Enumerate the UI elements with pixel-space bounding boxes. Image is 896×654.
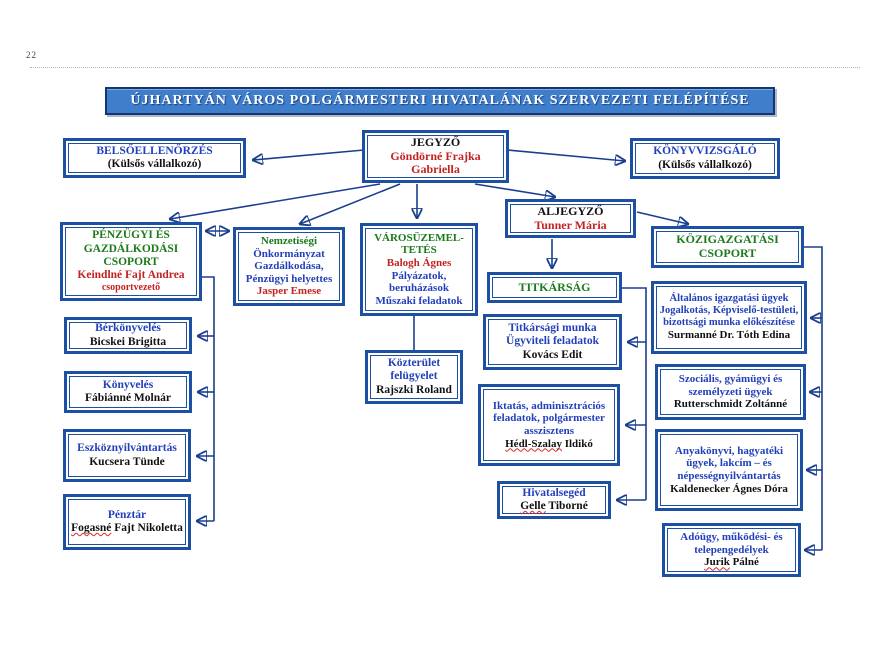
- dept-label: VÁROSÜZEMEL-TETÉS: [374, 231, 464, 257]
- dept-label: ALJEGYZŐ: [537, 203, 604, 218]
- arrow-jegyzo-to-aljegyzo: [475, 184, 555, 197]
- task-label: Adóügy, működési- és telepengedélyek: [680, 531, 783, 556]
- dept-label: BELSŐELLENŐRZÉS: [96, 144, 213, 157]
- org-box-konyveles: [69, 376, 187, 408]
- dept-label: JEGYZŐ: [410, 134, 461, 149]
- note-label: (Külsős vállalkozó): [107, 158, 202, 170]
- task-label: Közterület felügyelet: [387, 357, 441, 383]
- person-name: Surmanné Dr. Tóth Edina: [667, 329, 791, 342]
- dept-label: KÖNYVVIZSGÁLÓ: [653, 145, 757, 158]
- arrow-aljegyzo-to-kozigazgatasi: [637, 212, 688, 224]
- task-label: Eszköznyilvántartás: [77, 442, 177, 455]
- arrow-jegyzo-to-penzugyi: [170, 184, 380, 219]
- person-name-marked: Fogasné: [71, 522, 112, 534]
- person-name: Balogh Ágnes: [386, 256, 452, 269]
- person-name: [704, 556, 759, 569]
- chart-title: ÚJHARTYÁN VÁROS POLGÁRMESTERI HIVATALÁNAK SZERVEZETI FELÉPÍTÉSE: [130, 93, 750, 108]
- person-name-marked: Gelle: [520, 500, 546, 512]
- org-box-eszkoznyilvantartas: [68, 434, 186, 477]
- task-label: Önkormányzat Gazdálkodása, Pénzügyi helyettes: [245, 247, 333, 285]
- org-box-belsoellenorzes: [68, 143, 241, 173]
- task-label: Pályázatok, beruházások: [389, 269, 449, 295]
- person-name: Fábiánné Molnár: [85, 392, 171, 404]
- person-name-rest: Fajt Nikoletta: [111, 522, 183, 534]
- org-box-kozigazgatasi-csoport: [656, 231, 799, 263]
- org-box-penzugyi-csoport: [65, 227, 197, 296]
- person-name: Kucsera Tünde: [89, 455, 165, 468]
- arrow-jegyzo-to-konyvvizsgalo: [507, 150, 625, 161]
- org-box-konyvvizsgalo: [635, 143, 775, 174]
- page-number: 22: [26, 50, 37, 60]
- org-box-nemzetisegi: [238, 232, 340, 301]
- task-label: Műszaki feladatok: [375, 294, 463, 307]
- org-box-titkarsagi-munka: [488, 319, 617, 365]
- org-box-altalanos-igazgatas: [656, 286, 802, 349]
- note-label: (Külsős vállalkozó): [658, 158, 752, 171]
- org-box-hivatalseged: [502, 486, 606, 514]
- org-box-anyakonyvi: [660, 434, 798, 506]
- bus-kozigazgatasi-subgroups: [804, 247, 822, 550]
- arrow-jegyzo-to-nemzetisegi: [300, 184, 400, 224]
- person-name: [71, 522, 183, 535]
- person-name: Kaldenecker Ágnes Dóra: [670, 482, 788, 495]
- org-box-berkonyveles: [69, 322, 187, 349]
- person-name-rest: Tiborné: [545, 500, 588, 512]
- person-name: Keindlné Fajt Andrea: [77, 268, 185, 281]
- person-name-marked: Hédl-Szalay: [505, 437, 562, 450]
- task-label: Szociális, gyámügyi és személyzeti ügyek: [678, 373, 783, 398]
- task-label: Általános igazgatási ügyek Jogalkotás, Képviselő-testületi, bizottsági munka előkészítése: [659, 293, 799, 329]
- org-box-jegyzo: [367, 135, 504, 178]
- bus-titkarsag-subgroups: [622, 288, 646, 500]
- org-box-kozterulet: [370, 355, 458, 399]
- task-label: Ügyviteli feladatok: [506, 335, 599, 348]
- bus-penzugyi-subgroups: [202, 277, 214, 521]
- task-label: Anyakönyvi, hagyatéki ügyek, lakcím – és népességnyilvántartás: [674, 444, 784, 482]
- task-label: Bérkönyvelés: [95, 322, 161, 335]
- person-name: Göndörné Frajka Gabriella: [390, 148, 481, 177]
- person-name: [520, 500, 588, 513]
- dept-label: PÉNZÜGYI ÉS GAZDÁLKODÁSI CSOPORT: [83, 229, 179, 268]
- arrow-jegyzo-to-belsoellenorzes: [253, 150, 364, 160]
- dept-label: TITKÁRSÁG: [518, 279, 591, 294]
- person-name-rest: Pálné: [729, 556, 759, 569]
- person-name: [505, 438, 593, 451]
- dept-label: KÖZIGAZGATÁSI CSOPORT: [676, 232, 779, 260]
- org-box-titkarsag: [492, 277, 617, 298]
- task-label: Könyvelés: [102, 378, 154, 391]
- org-box-penztar: [68, 499, 186, 545]
- task-label: Pénztár: [107, 508, 147, 521]
- person-name: Rutterschmidt Zoltánné: [673, 398, 788, 411]
- person-name: Rajszki Roland: [376, 383, 452, 396]
- org-box-varosuzemeltetes: [365, 228, 473, 311]
- person-name-rest: Ildikó: [561, 437, 593, 450]
- task-label: Hivatalsegéd: [522, 486, 586, 499]
- person-name-marked: Jurik: [704, 556, 730, 569]
- org-box-szocialis: [660, 369, 801, 415]
- org-box-iktatas: [483, 389, 615, 461]
- person-name: Kovács Edit: [522, 348, 583, 361]
- task-label: Titkársági munka: [508, 322, 597, 335]
- task-label: Iktatás, adminisztrációs feladatok, polgármester asszisztens: [492, 399, 606, 437]
- role-label: csoportvezető: [101, 282, 161, 294]
- person-name: Bicskei Brigitta: [89, 335, 167, 348]
- org-box-aljegyzo: [510, 204, 631, 233]
- person-name: Jasper Emese: [256, 285, 322, 298]
- org-box-adougy: [667, 528, 796, 572]
- dept-label: Nemzetiségi: [260, 234, 318, 247]
- person-name: Tunner Mária: [534, 217, 607, 232]
